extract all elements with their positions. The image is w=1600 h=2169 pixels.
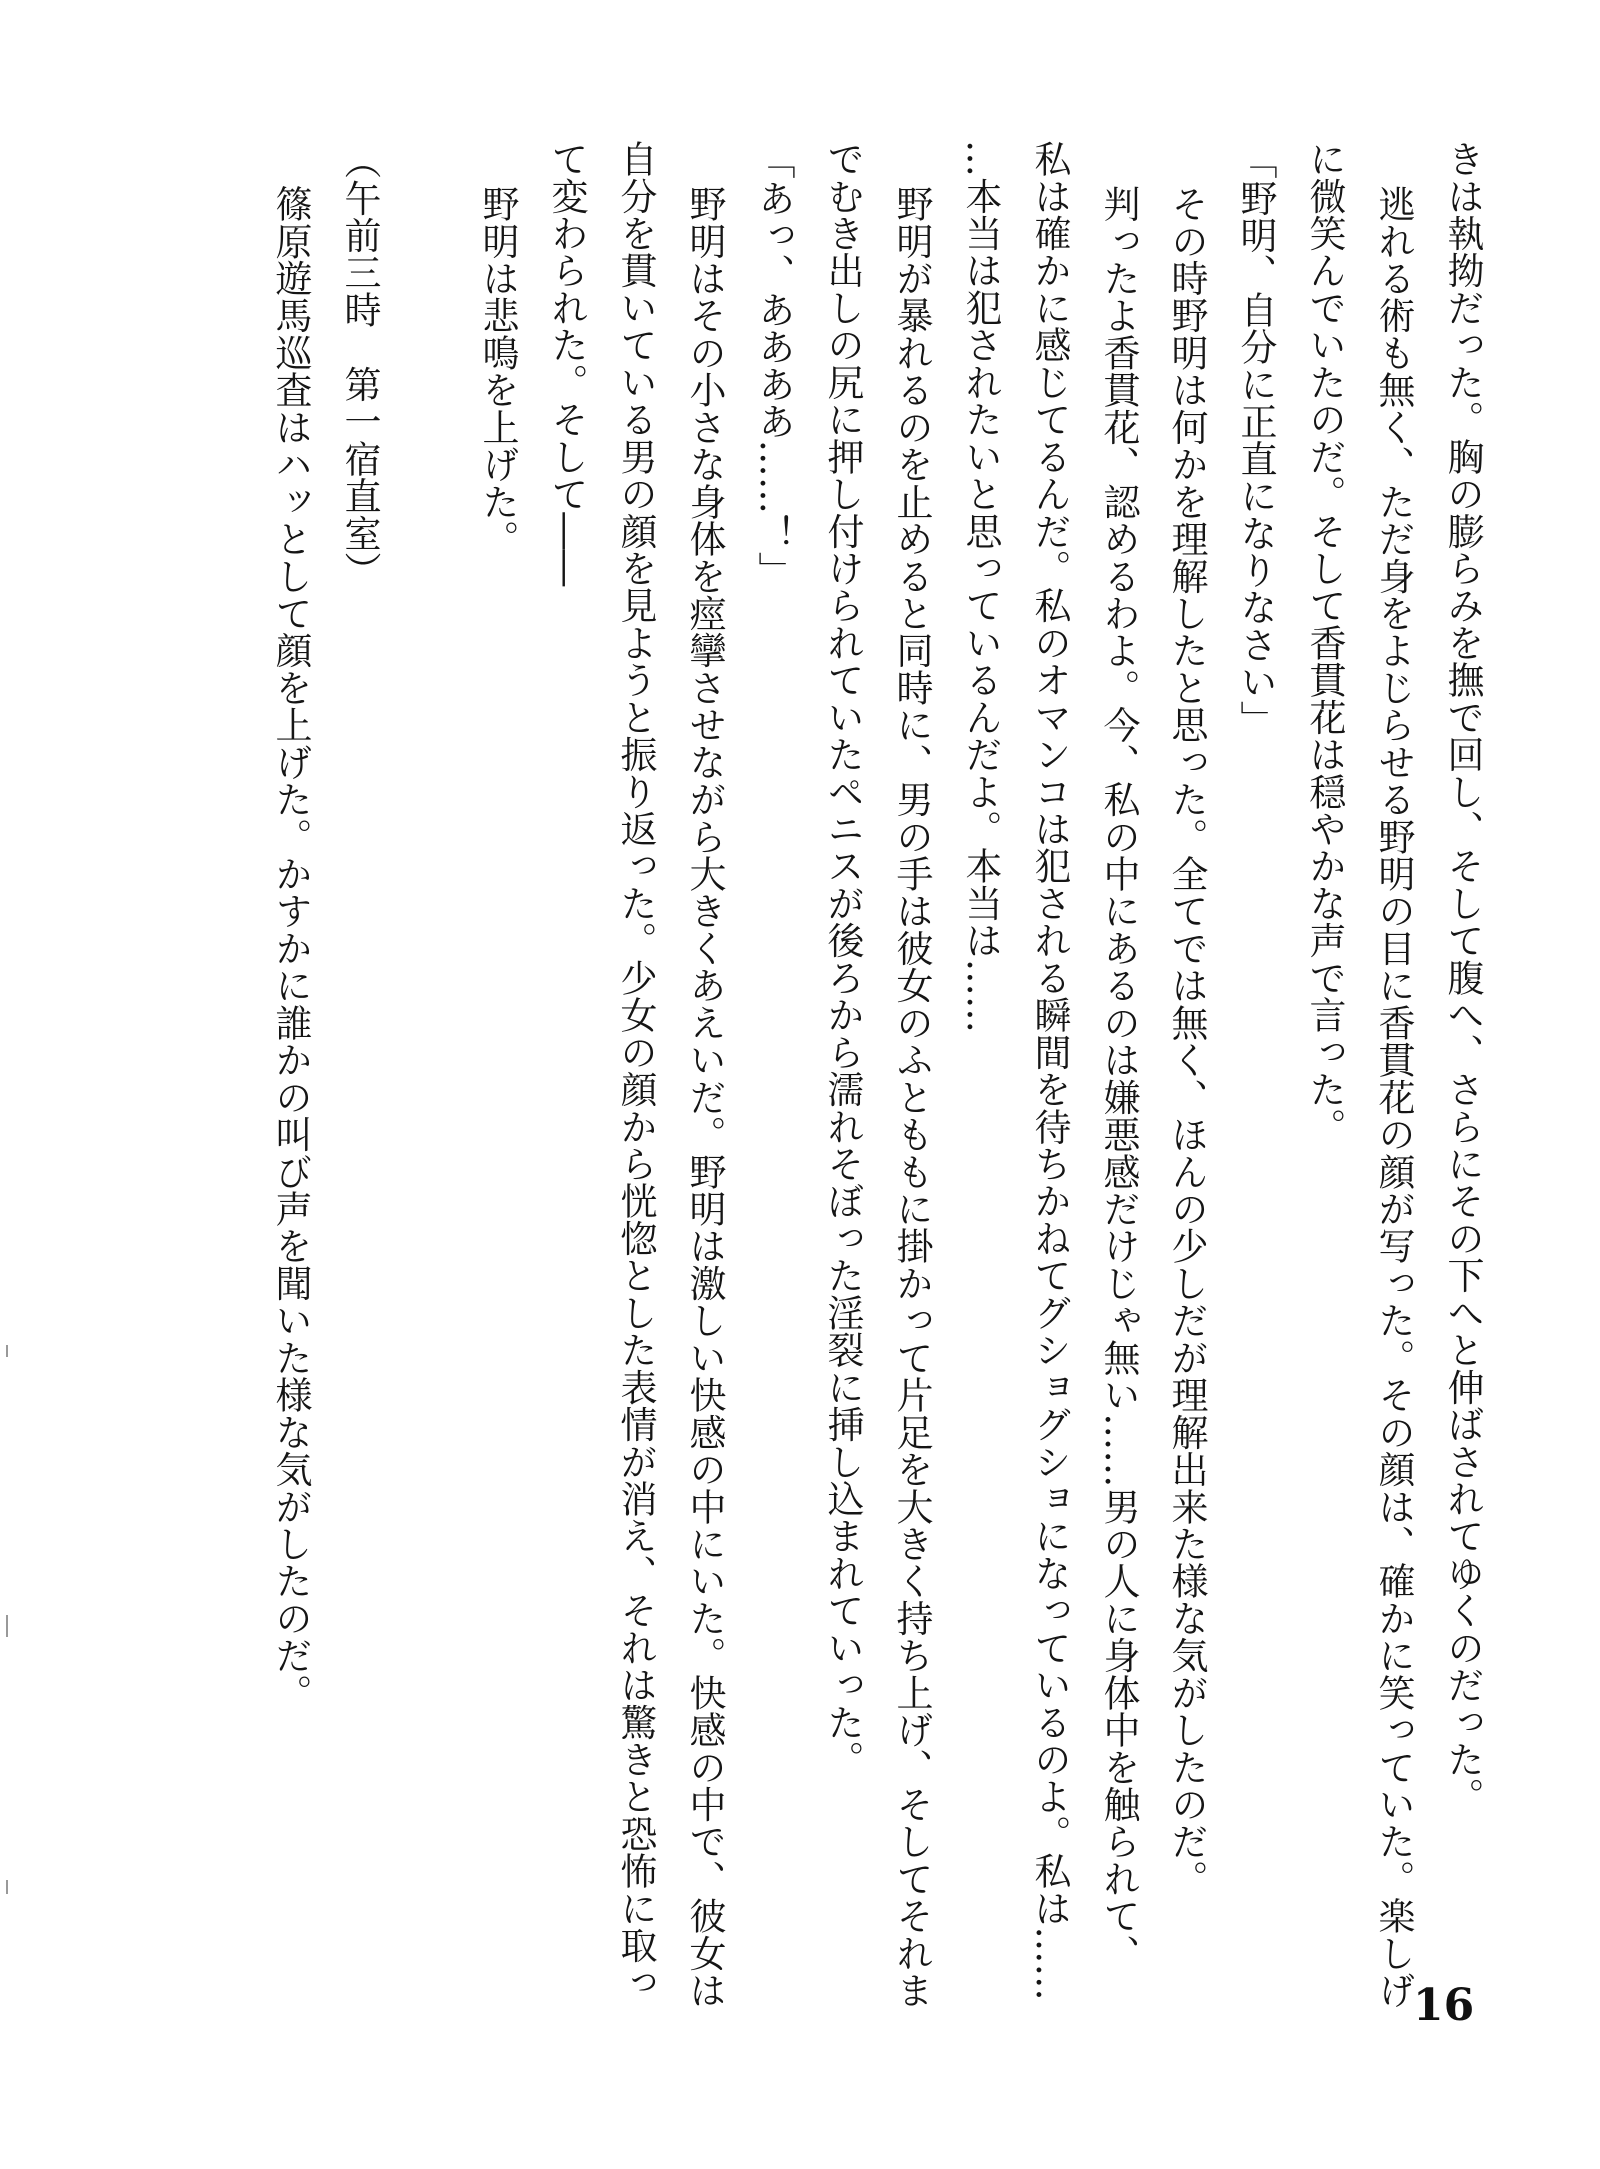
text-line: 自分を貫いている男の顔を見ようと振り返った。少女の顔から恍惚とした表情が消え、それは驚きと恐怖に取っ: [614, 140, 657, 2001]
text-line: （午前三時 第一宿直室）: [338, 142, 381, 589]
scan-mark: [6, 1615, 8, 1637]
scan-mark: [6, 1880, 8, 1894]
text-line: に微笑んでいたのだ。そして香貫花は穏やかな声で言った。: [1303, 140, 1346, 1145]
text-line: 野明はその小さな身体を痙攣させながら大きくあえいだ。野明は激しい快感の中にいた。快感の中で、彼女は: [683, 185, 726, 2009]
text-line: 野明は悲鳴を上げた。: [476, 185, 519, 558]
text-line: 野明が暴れるのを止めると同時に、男の手は彼女のふとももに掛かって片足を大きく持ち上げ、そしてそれま: [890, 185, 933, 2009]
text-line: 判ったよ香貫花、認めるわよ。今、私の中にあるのは嫌悪感だけじゃ無い……男の人に身体中を触られて、: [1097, 185, 1140, 1972]
text-line: その時野明は何かを理解したと思った。全てでは無く、ほんの少しだが理解出来た様な気がしたのだ。: [1165, 185, 1208, 1898]
text-line: 「野明、自分に正直になりなさい」: [1234, 142, 1277, 738]
text-line: 私は確かに感じてるんだ。私のオマンコは犯される瞬間を待ちかねてグショグショになっているのよ。私は……: [1028, 140, 1071, 2001]
text-line: 篠原遊馬巡査はハッとして顔を上げた。かすかに誰かの叫び声を聞いた様な気がしたのだ。: [269, 185, 312, 1712]
text-line: …本当は犯されたいと思っているんだよ。本当は……: [959, 140, 1002, 1034]
text-line: て変わられた。そして――: [545, 140, 588, 587]
text-line: きは執拗だった。胸の膨らみを撫で回し、そして腹へ、さらにその下へと伸ばされてゆくのだった。: [1441, 140, 1484, 1815]
vertical-text-block: [150, 140, 1510, 2040]
scan-mark: [6, 1345, 8, 1357]
page-number: 16: [1413, 1980, 1475, 2031]
text-line: でむき出しの尻に押し付けられていたペニスが後ろから濡れそぼった淫裂に挿し込まれていった。: [821, 140, 864, 1778]
text-line: 「あっ、ああああ……！」: [752, 142, 795, 589]
text-line: 逃れる術も無く、ただ身をよじらせる野明の目に香貫花の顔が写った。その顔は、確かに笑っていた。楽しげ: [1372, 185, 1415, 2009]
